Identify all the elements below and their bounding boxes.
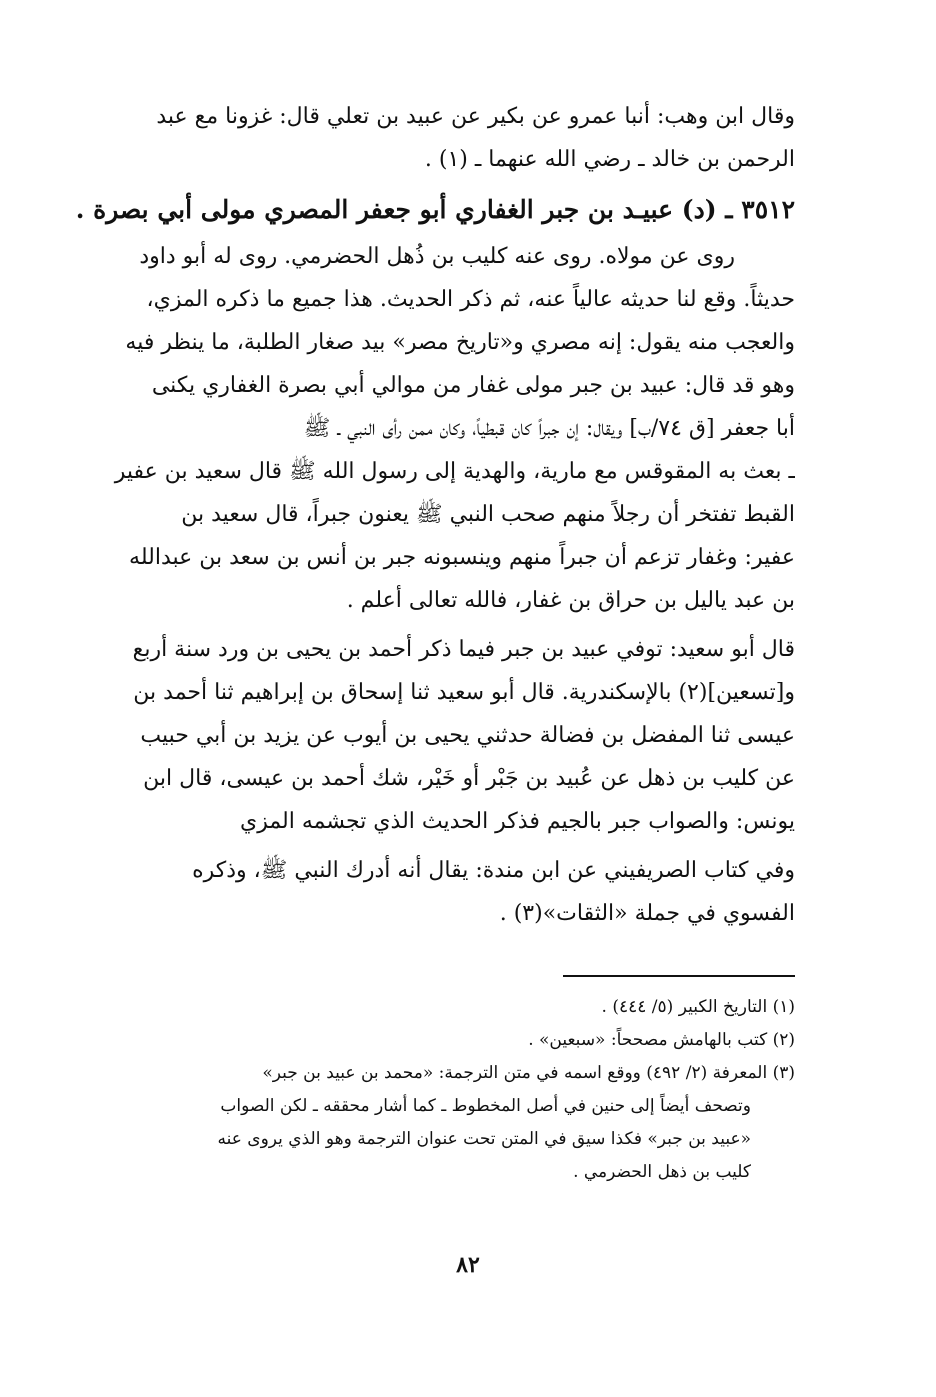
footnote-line: (٢) كتب بالهامش مصححاً: «سبعين» . — [528, 1030, 795, 1050]
footnotes — [95, 991, 795, 1189]
text-line: وهو قد قال: عبيد بن جبر مولى غفار من موالي أبي بصرة الغفاري يكنى — [151, 373, 795, 398]
text-line: والعجب منه يقول: إنه مصري و«تاريخ مصر» بيد صغار الطلبة، ما ينظر فيه — [125, 330, 795, 355]
text-line: الفسوي في جملة «الثقات»(٣) . — [499, 901, 795, 926]
opening-paragraph — [95, 95, 795, 181]
footnote-separator — [563, 975, 795, 977]
text-line: و[تسعين](٢) بالإسكندرية. قال أبو سعيد ثنا إسحاق بن إبراهيم ثنا أحمد بن — [133, 680, 795, 705]
text-line: عفير: وغفار تزعم أن جبراً منهم وينسبونه جبر بن أنس بن سعد بن عبدالله — [129, 545, 795, 570]
footnote-line: وتصحف أيضاً إلى حنين في أصل المخطوط ـ كما أشار محققه ـ لكن الصواب — [220, 1096, 751, 1116]
entry-heading: ٣٥١٢ ـ (د) عبيـد بن جبر الغفاري أبو جعفر المصري مولى أبي بصرة . — [75, 195, 795, 224]
text-line: بن عبد ياليل بن حراق بن غفار، فالله تعالى أعلم . — [346, 588, 795, 613]
page-number: ٨٢ — [456, 1252, 480, 1278]
body-paragraph — [95, 849, 795, 935]
footnote — [95, 1024, 795, 1057]
body-paragraph — [95, 235, 795, 622]
page-content — [75, 95, 795, 1189]
main-text — [75, 95, 795, 935]
text-line: عيسى ثنا المفضل بن فضالة حدثني يحيى بن أيوب عن يزيد بن أبي حبيب — [140, 723, 795, 748]
text-line: أبا جعفر [ق ٧٤/ب] ويقال: إن جبراً كان قبطياً، وكان ممن رأى النبي ـ ﷺ — [303, 416, 795, 441]
footnote-line: (٣) المعرفة (٢/ ٤٩٢) ووقع اسمه في متن الترجمة: «محمد بن عبيد بن جبر» — [262, 1063, 795, 1083]
text-line: القبط تفتخر أن رجلاً منهم صحب النبي ﷺ يعنون جبراً، قال سعيد بن — [181, 502, 795, 527]
text-line: وفي كتاب الصريفيني عن ابن مندة: يقال أنه أدرك النبي ﷺ، وذكره — [192, 858, 795, 883]
text-line: حديثاً. وقع لنا حديثه عالياً عنه، ثم ذكر الحديث. هذا جميع ما ذكره المزي، — [146, 287, 795, 312]
text-line: قال أبو سعيد: توفي عبيد بن جبر فيما ذكر أحمد بن يحيى بن ورد سنة أربع — [132, 637, 795, 662]
text-line: يونس: والصواب جبر بالجيم فذكر الحديث الذي تجشمه المزي — [239, 809, 795, 834]
footnote — [95, 1057, 795, 1189]
footnote — [95, 991, 795, 1024]
text-line: روى عن مولاه. روى عنه كليب بن ذُهل الحضرمي. روى له أبو داود — [139, 244, 735, 269]
text-line: ـ بعث به المقوقس مع مارية، والهدية إلى رسول الله ﷺ قال سعيد بن عفير — [114, 459, 795, 484]
text-line: عن كليب بن ذهل عن عُبيد بن جَبْر أو خَيْر، شك أحمد بن عيسى، قال ابن — [143, 766, 795, 791]
footnote-line: «عبيد بن جبر» فكذا سيق في المتن تحت عنوان الترجمة وهو الذي يروى عنه — [217, 1129, 751, 1149]
body-paragraph — [95, 628, 795, 843]
text-line: الرحمن بن خالد ـ رضي الله عنهما ـ (١) . — [424, 147, 795, 172]
text-line: وقال ابن وهب: أنبا عمرو عن بكير عن عبيد بن تعلي قال: غزونا مع عبد — [156, 104, 795, 129]
footnote-line: (١) التاريخ الكبير (٥/ ٤٤٤) . — [601, 997, 795, 1017]
footnote-line: كليب بن ذهل الحضرمي . — [573, 1162, 751, 1182]
